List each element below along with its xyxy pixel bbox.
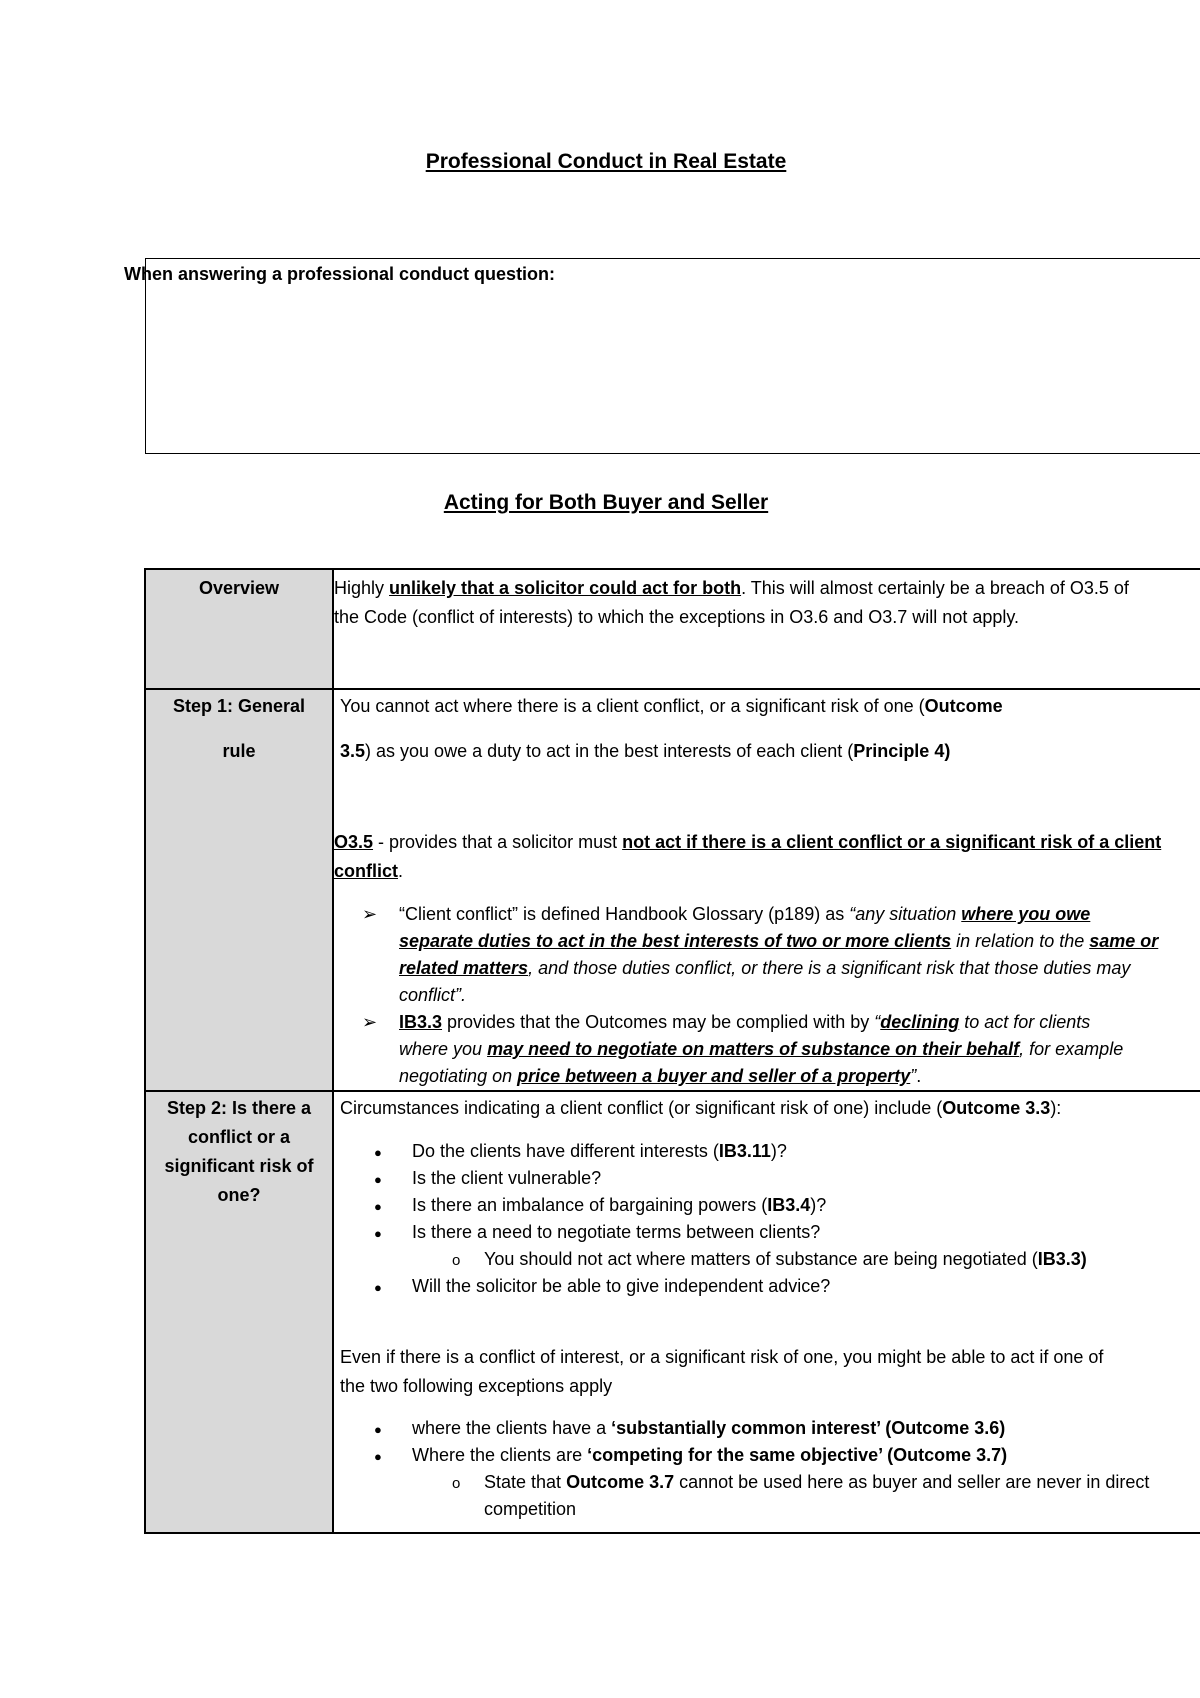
text-span: ): xyxy=(1050,1098,1062,1118)
section-title: Acting for Both Buyer and Seller xyxy=(443,491,769,514)
text-span: “Client conflict” is defined Handbook Glossary (p189) as xyxy=(399,904,850,924)
sub-bullet-icon: o xyxy=(452,1475,461,1492)
table-row xyxy=(146,570,1200,690)
text-span: Highly xyxy=(334,578,390,598)
step2-label-line: Step 2: Is there a xyxy=(166,1098,312,1118)
text-span: Where the clients are xyxy=(412,1445,588,1465)
question-item: Will the solicitor be able to give independent advice? xyxy=(412,1276,831,1296)
text-span-emphasis: conflict xyxy=(334,861,399,881)
text-span-emphasis: not act if there is a client conflict or a significant risk of a client xyxy=(622,832,1162,852)
o35-line-1 xyxy=(334,832,1161,853)
text-span-bold: Outcome xyxy=(924,696,1003,716)
text-span: )? xyxy=(810,1195,827,1215)
o35-line-2 xyxy=(334,861,403,882)
text-span-emphasis: same or xyxy=(1089,931,1159,951)
text-span: Circumstances indicating a client conflict (or significant risk of one) include ( xyxy=(340,1098,943,1118)
step2-label-line: significant risk of xyxy=(164,1156,314,1176)
row-content xyxy=(334,1092,1200,1532)
text-span: You cannot act where there is a client conflict, or a significant risk of one ( xyxy=(340,696,925,716)
bullet-icon: ● xyxy=(374,1172,382,1187)
table-row xyxy=(146,1092,1200,1532)
arrow-bullet-icon: ➢ xyxy=(362,1012,378,1032)
bullet-icon: ● xyxy=(374,1422,382,1437)
row-content xyxy=(334,570,1200,688)
rule-line-2 xyxy=(340,741,950,762)
text-span-bold: IB3.3) xyxy=(1037,1249,1087,1269)
definition-line-2 xyxy=(399,931,1158,952)
text-span-emphasis: IB3.3 xyxy=(399,1012,443,1032)
bullet-icon: ● xyxy=(374,1449,382,1464)
bullet-icon: ● xyxy=(374,1226,382,1241)
text-span: State that xyxy=(484,1472,567,1492)
text-span-emphasis: price between a buyer and seller of a property xyxy=(517,1066,911,1086)
table-row xyxy=(146,690,1200,1092)
text-span: . This will almost certainly be a breach of O3.5 of xyxy=(741,578,1129,598)
question-item xyxy=(412,1195,826,1216)
text-span-emphasis: may need to negotiate on matters of substance on their behalf xyxy=(487,1039,1020,1059)
step1-label-line: Step 1: General xyxy=(172,696,306,716)
text-span-italic: , and those duties conflict, or there is a significant risk that those duties may xyxy=(528,958,1131,978)
ib33-line-2 xyxy=(399,1039,1123,1060)
text-span: provides that the Outcomes may be complied with by xyxy=(442,1012,875,1032)
text-span: - provides that a solicitor must xyxy=(373,832,623,852)
overview-label: Overview xyxy=(198,578,280,598)
row-label xyxy=(146,690,334,1090)
text-span-emphasis: unlikely that a solicitor could act for both xyxy=(389,578,742,598)
exception-item xyxy=(412,1418,1005,1439)
text-span-emphasis: O3.5 xyxy=(334,832,374,852)
text-span-bold: ‘substantially common interest’ (Outcome 3.6) xyxy=(611,1418,1006,1438)
document-title: Professional Conduct in Real Estate xyxy=(425,150,787,173)
overview-line-1 xyxy=(334,578,1129,599)
text-span: Is there an imbalance of bargaining powers ( xyxy=(412,1195,768,1215)
instructions-box xyxy=(145,258,1200,454)
text-span: )? xyxy=(770,1141,787,1161)
bullet-icon: ● xyxy=(374,1199,382,1214)
definition-line-3 xyxy=(399,958,1130,979)
text-span-italic: to act for clients xyxy=(959,1012,1091,1032)
text-span: cannot be used here as buyer and seller are never in direct xyxy=(674,1472,1150,1492)
text-span: ) as you owe a duty to act in the best interests of each client ( xyxy=(365,741,854,761)
row-label xyxy=(146,570,334,688)
text-span-italic: ” xyxy=(910,1066,917,1086)
exceptions-intro-line-2: the two following exceptions apply xyxy=(340,1376,613,1396)
question-item: Is the client vulnerable? xyxy=(412,1168,602,1188)
text-span-italic: , for example xyxy=(1019,1039,1124,1059)
text-span-bold: IB3.11 xyxy=(718,1141,771,1161)
text-span-emphasis: separate duties to act in the best interests of two or more clients xyxy=(399,931,952,951)
text-span-italic: “ xyxy=(874,1012,881,1032)
definition-line-1 xyxy=(399,904,1090,925)
text-span: . xyxy=(916,1066,922,1086)
text-span-italic: negotiating on xyxy=(399,1066,518,1086)
text-span-italic: “any situation xyxy=(849,904,962,924)
question-subitem xyxy=(484,1249,1087,1270)
arrow-bullet-icon: ➢ xyxy=(362,904,378,924)
exception-item xyxy=(412,1445,1007,1466)
text-span: . xyxy=(398,861,404,881)
text-span: You should not act where matters of substance are being negotiated ( xyxy=(484,1249,1038,1269)
circumstances-intro xyxy=(340,1098,1061,1119)
text-span-bold: Outcome 3.3 xyxy=(942,1098,1051,1118)
text-span: Do the clients have different interests ( xyxy=(412,1141,719,1161)
exception-subitem xyxy=(484,1472,1149,1493)
text-span-bold: 3.5 xyxy=(340,741,366,761)
rule-line-1 xyxy=(340,696,1003,717)
instructions-heading: When answering a professional conduct question: xyxy=(124,264,556,284)
question-item: Is there a need to negotiate terms between clients? xyxy=(412,1222,821,1242)
text-span-italic: in relation to the xyxy=(951,931,1090,951)
overview-line-2: the Code (conflict of interests) to which the exceptions in O3.6 and O3.7 will not apply. xyxy=(334,607,1020,627)
text-span-italic: where you xyxy=(399,1039,488,1059)
exception-subitem-continued: competition xyxy=(484,1499,577,1519)
ib33-line-1 xyxy=(399,1012,1090,1033)
question-item xyxy=(412,1141,787,1162)
conduct-table xyxy=(144,568,1200,1534)
sub-bullet-icon: o xyxy=(452,1252,461,1269)
row-content xyxy=(334,690,1200,1090)
row-label xyxy=(146,1092,334,1532)
text-span-bold: Outcome 3.7 xyxy=(566,1472,675,1492)
text-span-bold: ‘competing for the same objective’ (Outcome 3.7) xyxy=(587,1445,1008,1465)
exceptions-intro-line-1: Even if there is a conflict of interest, or a significant risk of one, you might be able to act if one of xyxy=(340,1347,1104,1367)
bullet-icon: ● xyxy=(374,1280,382,1295)
step2-label-line: one? xyxy=(217,1185,261,1205)
ib33-line-3 xyxy=(399,1066,921,1087)
text-span: where the clients have a xyxy=(412,1418,612,1438)
step2-label-line: conflict or a xyxy=(187,1127,290,1147)
text-span-bold: IB3.4 xyxy=(767,1195,811,1215)
step1-label-line: rule xyxy=(222,741,256,761)
text-span-emphasis: related matters xyxy=(399,958,529,978)
bullet-icon: ● xyxy=(374,1145,382,1160)
text-span-emphasis: declining xyxy=(880,1012,960,1032)
text-span-emphasis: where you owe xyxy=(961,904,1091,924)
text-span-bold: Principle 4) xyxy=(853,741,951,761)
definition-line-4: conflict”. xyxy=(399,985,467,1005)
